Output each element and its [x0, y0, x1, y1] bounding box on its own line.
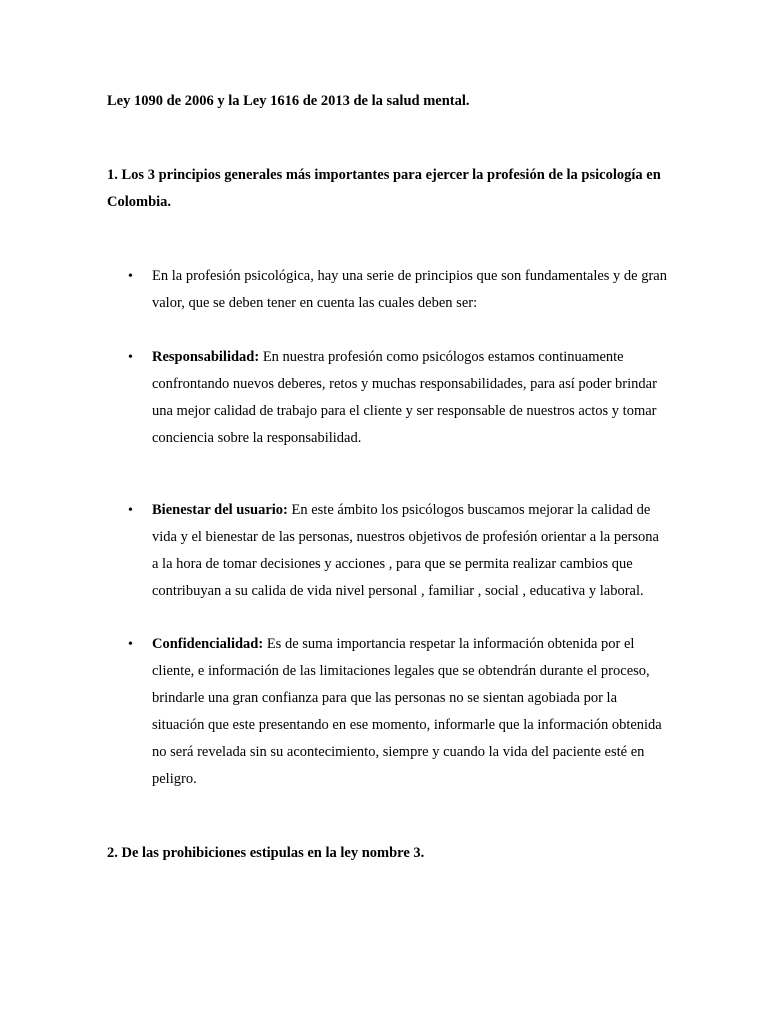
document-title: Ley 1090 de 2006 y la Ley 1616 de 2013 de la salud mental.: [107, 93, 470, 109]
bullet-text: Es de suma importancia respetar la información obtenida por el cliente, e información de las limitaciones legales que se obtendrán durante el proceso, brindarle una gran confianza para que las personas no se sientan agobiada por la situación que este presentando en ese momento, informarle que la información obtenida no será revelada sin su acontecimiento, siempre y cuando la vida del paciente esté en peligro.: [152, 636, 662, 787]
bullet-text: En nuestra profesión como psicólogos estamos continuamente confrontando nuevos deberes, retos y muchas responsabilidades, para así poder brindar una mejor calidad de trabajo para el cliente y ser responsable de nuestros actos y tomar conciencia sobre la responsabilidad.: [152, 349, 657, 446]
document-page: [107, 88, 667, 867]
section-1-heading: 1. Los 3 principios generales más importantes para ejercer la profesión de la psicología en Colombia.: [107, 167, 661, 210]
bullet-icon: •: [128, 503, 133, 518]
principles-list: [107, 263, 667, 793]
bullet-term: Confidencialidad:: [152, 636, 264, 652]
bullet-icon: •: [128, 637, 133, 652]
bullet-term: Bienestar del usuario:: [152, 502, 288, 518]
bullet-term: Responsabilidad:: [152, 349, 260, 365]
bullet-icon: •: [128, 350, 133, 365]
bullet-text: En este ámbito los psicólogos buscamos mejorar la calidad de vida y el bienestar de las personas, nuestros objetivos de profesión orientar a la persona a la hora de tomar decisiones y acciones , para que se permita realizar cambios que contribuyan a su calida de vida nivel personal , familiar , social , educativa y laboral.: [152, 502, 659, 599]
list-item: [107, 344, 667, 452]
bullet-text: En la profesión psicológica, hay una serie de principios que son fundamentales y de gran valor, que se deben tener en cuenta las cuales deben ser:: [152, 268, 667, 311]
bullet-icon: •: [128, 269, 133, 284]
list-item: [107, 263, 667, 317]
list-item: [107, 497, 667, 605]
section-2-heading: 2. De las prohibiciones estipulas en la ley nombre 3.: [107, 845, 425, 861]
list-item: [107, 631, 667, 793]
